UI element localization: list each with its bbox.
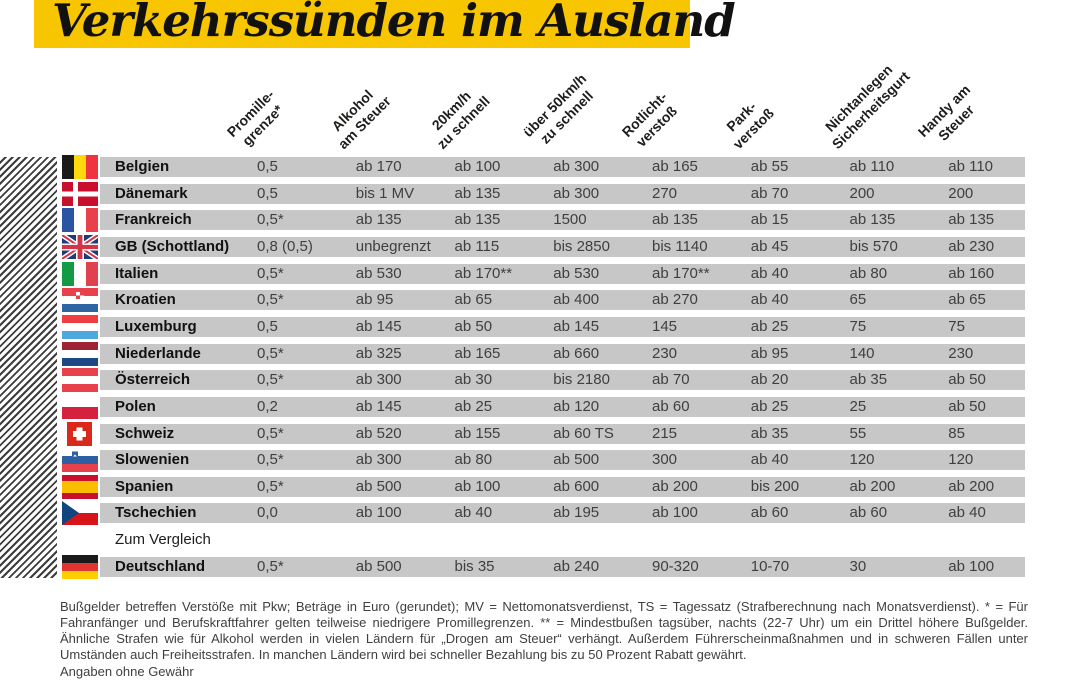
row-band xyxy=(100,210,1025,230)
fine-value: 90-320 xyxy=(652,558,699,575)
lu-flag-icon xyxy=(62,315,98,339)
table-row xyxy=(0,184,1025,204)
country-name: Belgien xyxy=(115,158,170,175)
fine-value: 30 xyxy=(849,558,867,575)
fine-value: ab 115 xyxy=(454,238,500,255)
fine-value: ab 25 xyxy=(454,398,493,415)
table-row xyxy=(0,370,1025,390)
fine-value: ab 200 xyxy=(652,478,698,495)
es-flag-icon xyxy=(62,475,98,499)
fine-value: 0,5 xyxy=(257,185,278,202)
fine-value: ab 530 xyxy=(355,265,402,282)
country-name: Italien xyxy=(115,265,159,282)
fine-value: ab 95 xyxy=(750,345,789,362)
at-flag-icon xyxy=(62,368,98,392)
fine-value: bis 35 xyxy=(454,558,495,575)
fine-value: 1500 xyxy=(553,211,587,228)
row-band xyxy=(100,317,1025,337)
fine-value: 140 xyxy=(849,345,875,362)
fine-value: ab 100 xyxy=(454,478,501,495)
page-title: Verkehrssünden im Ausland xyxy=(52,0,735,47)
fine-value: ab 135 xyxy=(454,211,501,228)
fine-value: ab 95 xyxy=(355,291,394,308)
fine-value: ab 120 xyxy=(553,398,600,415)
fine-value: ab 300 xyxy=(355,451,402,468)
fine-value: ab 50 xyxy=(948,371,986,388)
row-band xyxy=(100,397,1025,417)
fine-value: ab 500 xyxy=(553,451,600,468)
fine-value: ab 500 xyxy=(355,558,402,575)
fine-value: ab 40 xyxy=(750,265,789,282)
fine-value: 215 xyxy=(652,425,678,442)
fine-value: ab 110 xyxy=(948,158,994,175)
table-row xyxy=(0,397,1025,417)
fine-value: ab 100 xyxy=(652,504,698,521)
table-row xyxy=(0,557,1025,577)
fine-value: 230 xyxy=(652,345,678,362)
fine-value: ab 520 xyxy=(355,425,402,442)
footnote: Bußgelder betreffen Verstöße mit Pkw; Beträge in Euro (gerundet); MV = Nettomonatsverdienst, TS = Tagessatz (Strafberechnung nach Monatsverdienst). * = Für Fahranfänger und Berufskraftfahrer gelten teilweise niedrigere Promillegrenzen. ** = Mindestbußen tagsüber, nachts (22-7 Uhr) um ein Drittel höhere Bußgelder. Ähnliche Strafen wie für Alkohol werden in vielen Ländern für „Drogen am Steuer“ verhängt. Außerdem Führerscheinmaßnahmen und in schweren Fällen unter Umständen auch Freiheitsstrafen. In manchen Ländern wird bei schneller Bezahlung bis zu 50 Prozent Rabatt gewährt. xyxy=(60,599,1028,662)
table-row xyxy=(0,503,1025,523)
fine-value: ab 15 xyxy=(750,211,789,228)
fine-value: 75 xyxy=(849,318,867,335)
fine-value: ab 100 xyxy=(948,558,995,575)
fine-value: 0,5* xyxy=(257,478,284,495)
fine-value: ab 40 xyxy=(454,504,493,521)
fine-value: 0,5* xyxy=(257,345,284,362)
fine-value: 0,5 xyxy=(257,158,278,175)
fine-value: 0,0 xyxy=(257,504,278,521)
fine-value: ab 135 xyxy=(849,211,896,228)
fine-value: ab 165 xyxy=(652,158,698,175)
fine-value: ab 25 xyxy=(750,318,789,335)
row-band xyxy=(100,184,1025,204)
country-name: Schweiz xyxy=(115,425,175,442)
fine-value: ab 500 xyxy=(355,478,402,495)
table-row xyxy=(0,424,1025,444)
fine-value: ab 65 xyxy=(454,291,493,308)
fine-value: 0,8 (0,5) xyxy=(257,238,313,255)
fine-value: ab 160 xyxy=(948,265,995,282)
fine-value: bis 2180 xyxy=(553,371,610,388)
fine-value: 0,5* xyxy=(257,265,284,282)
fine-value: 145 xyxy=(652,318,678,335)
country-name: Dänemark xyxy=(115,185,188,202)
fine-value: ab 70 xyxy=(652,371,690,388)
be-flag-icon xyxy=(62,155,98,179)
table-row xyxy=(0,290,1025,310)
nl-flag-icon xyxy=(62,342,98,366)
fine-value: ab 35 xyxy=(849,371,888,388)
fine-value: ab 60 xyxy=(652,398,690,415)
fine-value: 300 xyxy=(652,451,678,468)
country-name: Österreich xyxy=(115,371,191,388)
row-band xyxy=(100,557,1025,577)
comparison-label-row xyxy=(0,530,1025,550)
fine-value: ab 40 xyxy=(948,504,986,521)
fine-value: ab 135 xyxy=(652,211,698,228)
fine-value: ab 170** xyxy=(652,265,710,282)
country-name: Deutschland xyxy=(115,558,206,575)
row-band xyxy=(100,157,1025,177)
fine-value: ab 155 xyxy=(454,425,501,442)
country-name: Niederlande xyxy=(115,345,201,362)
fine-value: 230 xyxy=(948,345,974,362)
row-band xyxy=(100,264,1025,284)
fine-value: ab 300 xyxy=(553,158,600,175)
fine-value: ab 45 xyxy=(750,238,789,255)
fine-value: ab 80 xyxy=(849,265,888,282)
fine-value: 200 xyxy=(849,185,875,202)
fine-value: ab 30 xyxy=(454,371,493,388)
row-band xyxy=(100,503,1025,523)
fine-value: ab 270 xyxy=(652,291,698,308)
fine-value: ab 55 xyxy=(750,158,789,175)
fine-value: ab 300 xyxy=(553,185,600,202)
fine-value: bis 1 MV xyxy=(355,185,415,202)
fr-flag-icon xyxy=(62,208,98,232)
fine-value: 25 xyxy=(849,398,867,415)
fine-value: bis 570 xyxy=(849,238,898,255)
fine-value: ab 100 xyxy=(355,504,402,521)
fine-value: 0,5* xyxy=(257,425,284,442)
table-row xyxy=(0,317,1025,337)
cz-flag-icon xyxy=(62,501,98,525)
fine-value: ab 40 xyxy=(750,291,789,308)
row-band xyxy=(100,424,1025,444)
ch-flag-icon xyxy=(62,422,98,446)
fine-value: ab 65 xyxy=(948,291,986,308)
row-band xyxy=(100,344,1025,364)
fine-value: ab 60 xyxy=(849,504,888,521)
de-flag-icon xyxy=(62,555,98,579)
country-name: Luxemburg xyxy=(115,318,197,335)
fine-value: 0,5* xyxy=(257,211,284,228)
fine-value: 0,5* xyxy=(257,371,284,388)
fine-value: 270 xyxy=(652,185,678,202)
fine-value: 0,5 xyxy=(257,318,278,335)
fine-value: ab 145 xyxy=(553,318,600,335)
table-row xyxy=(0,477,1025,497)
fine-value: 75 xyxy=(948,318,965,335)
fine-value: bis 200 xyxy=(750,478,800,495)
row-band xyxy=(100,237,1025,257)
table-row xyxy=(0,237,1025,257)
it-flag-icon xyxy=(62,262,98,286)
fine-value: 200 xyxy=(948,185,974,202)
fine-value: ab 110 xyxy=(849,158,895,175)
pl-flag-icon xyxy=(62,395,98,419)
fine-value: 0,5* xyxy=(257,291,284,308)
country-name: Slowenien xyxy=(115,451,190,468)
fine-value: ab 100 xyxy=(454,158,501,175)
fine-value: ab 200 xyxy=(849,478,896,495)
fine-value: ab 660 xyxy=(553,345,600,362)
gb-flag-icon xyxy=(62,235,98,259)
fine-value: 65 xyxy=(849,291,867,308)
table-row xyxy=(0,264,1025,284)
si-flag-icon xyxy=(62,448,98,472)
table-row xyxy=(0,344,1025,364)
dk-flag-icon xyxy=(62,182,98,206)
fine-value: ab 25 xyxy=(750,398,789,415)
row-band xyxy=(100,290,1025,310)
fine-value: ab 35 xyxy=(750,425,789,442)
fine-value: ab 60 xyxy=(750,504,789,521)
fine-value: 10-70 xyxy=(750,558,790,575)
country-name: GB (Schottland) xyxy=(115,238,230,255)
fine-value: bis 2850 xyxy=(553,238,610,255)
row-band xyxy=(100,450,1025,470)
hr-flag-icon xyxy=(62,288,98,312)
country-name: Polen xyxy=(115,398,156,415)
fine-value: 55 xyxy=(849,425,867,442)
fine-value: ab 135 xyxy=(454,185,501,202)
country-name: Tschechien xyxy=(115,504,197,521)
row-band xyxy=(100,370,1025,390)
fine-value: ab 20 xyxy=(750,371,789,388)
fine-value: ab 195 xyxy=(553,504,600,521)
fine-value: ab 200 xyxy=(948,478,995,495)
fine-value: 0,5* xyxy=(257,451,284,468)
fine-value: ab 400 xyxy=(553,291,600,308)
fine-value: ab 300 xyxy=(355,371,402,388)
fine-value: ab 135 xyxy=(355,211,402,228)
row-band xyxy=(100,477,1025,497)
fine-value: 120 xyxy=(849,451,875,468)
table-row xyxy=(0,210,1025,230)
fine-value: ab 50 xyxy=(454,318,493,335)
table-row xyxy=(0,450,1025,470)
fine-value: bis 1140 xyxy=(652,238,708,255)
fine-value: ab 170** xyxy=(454,265,513,282)
disclaimer: Angaben ohne Gewähr xyxy=(60,664,194,679)
fine-value: ab 50 xyxy=(948,398,986,415)
fine-value: ab 240 xyxy=(553,558,600,575)
country-name: Kroatien xyxy=(115,291,176,308)
country-name: Frankreich xyxy=(115,211,192,228)
fine-value: ab 170 xyxy=(355,158,402,175)
table-row xyxy=(0,157,1025,177)
fine-value: 120 xyxy=(948,451,974,468)
fine-value: ab 70 xyxy=(750,185,789,202)
fine-value: ab 530 xyxy=(553,265,600,282)
fine-value: ab 40 xyxy=(750,451,789,468)
fine-value: 0,2 xyxy=(257,398,278,415)
row-band xyxy=(100,530,1025,550)
fine-value: ab 135 xyxy=(948,211,995,228)
fine-value: ab 230 xyxy=(948,238,995,255)
fine-value: ab 145 xyxy=(355,398,402,415)
fine-value: ab 80 xyxy=(454,451,493,468)
fine-value: ab 145 xyxy=(355,318,402,335)
fine-value: ab 165 xyxy=(454,345,501,362)
comparison-label: Zum Vergleich xyxy=(115,531,211,548)
fine-value: 85 xyxy=(948,425,965,442)
country-name: Spanien xyxy=(115,478,174,495)
column-headers: Promille- grenze* Alkohol am Steuer 20km/h zu schnell über 50km/h zu schnell Rotlicht- verstoß Park- verstoß Nichtanlegen Sicherheitsgurt Handy am Steuer xyxy=(223,61,977,152)
fine-value: ab 600 xyxy=(553,478,600,495)
fine-value: unbegrenzt xyxy=(355,238,431,255)
fine-value: ab 60 TS xyxy=(553,425,614,442)
fine-value: ab 325 xyxy=(355,345,402,362)
fine-value: 0,5* xyxy=(257,558,284,575)
